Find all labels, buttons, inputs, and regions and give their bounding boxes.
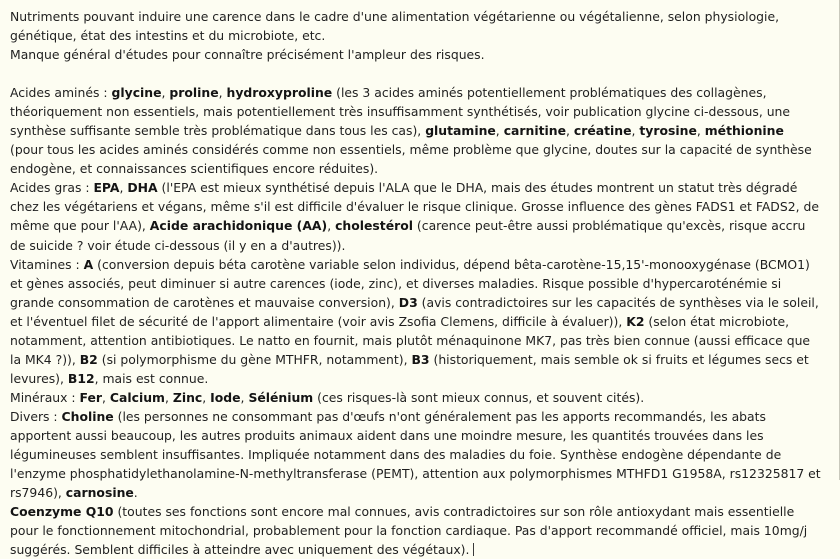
emphasis-term: K2 <box>626 313 645 329</box>
text-run: Manque général d'études pour connaître précisément l'ampleur des risques. <box>10 47 485 63</box>
emphasis-term: proline <box>169 85 219 101</box>
text-run: Acides aminés : <box>10 85 112 101</box>
emphasis-term: cholestérol <box>335 218 413 234</box>
emphasis-term: carnosine <box>65 485 134 501</box>
text-run: , mais est connue. <box>94 370 209 386</box>
text-run: , <box>565 123 574 139</box>
text-run: , <box>202 389 211 405</box>
paragraph-acides-amines <box>10 83 821 178</box>
text-run: (toutes ses fonctions sont encore mal connues, avis contradictoires sur son rôle antioxydant mais essentielle pour le fonctionnement mitochondrial, probablement pour la fonction cardiaque. Pas d'apport recommandé officiel, mais 10mg/j suggérés. Semblent difficiles à atteindre avec uniquement des végétaux). <box>10 504 808 558</box>
text-run: (pour tous les acides aminés considérés comme non essentiels, même problème que glycine, doutes sur la capacité de synthèse endogène, et connaissances scientifiques encore réduites). <box>10 142 812 177</box>
text-run: . <box>133 485 138 501</box>
text-run: , <box>495 123 504 139</box>
text-run: , <box>218 85 227 101</box>
text-run: (l'EPA est mieux synthétisé depuis l'ALA que le DHA, mais des études montrent un statut très dégradé chez les végétariens et végans, même s'il est difficile d'évaluer le risque clinique. Grosse influence des gènes FADS1 et FADS2, de même que pour l'AA), <box>10 180 819 234</box>
emphasis-term: Sélénium <box>248 389 314 405</box>
emphasis-term: créatine <box>573 123 632 139</box>
emphasis-term: D3 <box>398 294 418 310</box>
emphasis-term: méthionine <box>704 123 784 139</box>
emphasis-term: Iode <box>210 389 241 405</box>
text-run: (conversion depuis béta carotène variable selon individus, dépend bêta-carotène-15,15'-monooxygénase (BCMO1) et gènes associés, peut diminuer si autre carences (iode, zinc), et diverses maladies. Risque possible d'hypercaroténémie si grande consommation de carotènes et mauvaise conversion), <box>10 256 810 310</box>
emphasis-term: glycine <box>111 85 162 101</box>
text-caret <box>473 543 474 556</box>
text-run: (ces risques-là sont mieux connus, et souvent cités). <box>313 389 645 405</box>
document-text-content <box>10 7 821 559</box>
text-run: (les personnes ne consommant pas d'œufs n'ont généralement pas les apports recommandés, les abats apportent aussi beaucoup, les autres produits animaux aident dans une moindre mesure, les quantités trouvées dans les légumineuses semblent insuffisantes. Impliquée notamment dans des maladies du foie. Synthèse endogène dépendante de l'enzyme phosphatidylethanolamine-N-methyltransferase (PEMT), attention aux polymorphismes MTHFD1 G1958A, rs12325817 et rs7946), <box>10 408 821 501</box>
text-run: (carence peut-être aussi problématique qu'excès, risque accru de suicide ? voir étude ci-dessous (il y en a d'autres)). <box>10 218 806 253</box>
text-run: (historiquement, mais semble ok si fruits et légumes secs et levures), <box>10 351 809 386</box>
emphasis-term: B12 <box>67 370 95 386</box>
emphasis-term: hydroxyproline <box>226 85 333 101</box>
text-run: , <box>240 389 249 405</box>
emphasis-term: EPA <box>93 180 120 196</box>
text-run: , <box>161 85 170 101</box>
text-run: (si polymorphisme du gène MTHFR, notamment), <box>97 351 412 367</box>
emphasis-term: Fer <box>79 389 103 405</box>
emphasis-term: Choline <box>61 408 114 424</box>
text-run: , <box>696 123 705 139</box>
text-run: , <box>631 123 640 139</box>
text-run: (selon état microbiote, notamment, attention antibiotiques. Le natto en fournit, mais plutôt ménaquinone MK7, pas très bien connue (aussi efficace que la MK4 ?)), <box>10 313 811 367</box>
emphasis-term: glutamine <box>425 123 496 139</box>
paragraph-manque-etudes <box>10 45 821 64</box>
text-run: , <box>164 389 173 405</box>
text-run: , <box>119 180 128 196</box>
paragraph-acides-gras <box>10 178 821 254</box>
text-run: , <box>327 218 336 234</box>
emphasis-term: A <box>83 256 94 272</box>
emphasis-term: carnitine <box>503 123 566 139</box>
emphasis-term: Calcium <box>109 389 165 405</box>
text-run: , <box>102 389 110 405</box>
paragraph-blank-1 <box>10 64 821 83</box>
text-run: Divers : <box>10 408 62 424</box>
text-run: Nutriments pouvant induire une carence dans le cadre d'une alimentation végétarienne ou végétalienne, selon physiologie, génétique, état des intestins et du microbiote, etc. <box>10 9 780 44</box>
text-run: Vitamines : <box>10 256 84 272</box>
emphasis-term: B3 <box>411 351 430 367</box>
paragraph-vitamines <box>10 255 821 388</box>
paragraph-intro <box>10 7 821 45</box>
emphasis-term: Coenzyme Q10 <box>10 504 114 520</box>
emphasis-term: Zinc <box>172 389 203 405</box>
emphasis-term: DHA <box>127 180 158 196</box>
text-run: Minéraux : <box>10 389 80 405</box>
text-run: (avis contradictoires sur les capacités de synthèses via le soleil, et l'éventuel filet de sécurité de l'apport alimentaire (voir avis Zsofia Clemens, difficile à évaluer)), <box>10 294 819 329</box>
paragraph-divers <box>10 407 821 502</box>
paragraph-mineraux <box>10 388 821 407</box>
emphasis-term: B2 <box>79 351 98 367</box>
text-run: (les 3 acides aminés potentiellement problématiques des collagènes, théoriquement non essentiels, mais potentiellement très insuffisamment synthétisés, voir publication glycine ci-dessous, une synthèse suffisante semble très problématique dans tous les cas), <box>10 85 791 139</box>
text-run: Acides gras : <box>10 180 94 196</box>
paragraph-coenzyme-q10 <box>10 502 821 559</box>
emphasis-term: tyrosine <box>639 123 697 139</box>
emphasis-term: Acide arachidonique (AA) <box>149 218 328 234</box>
